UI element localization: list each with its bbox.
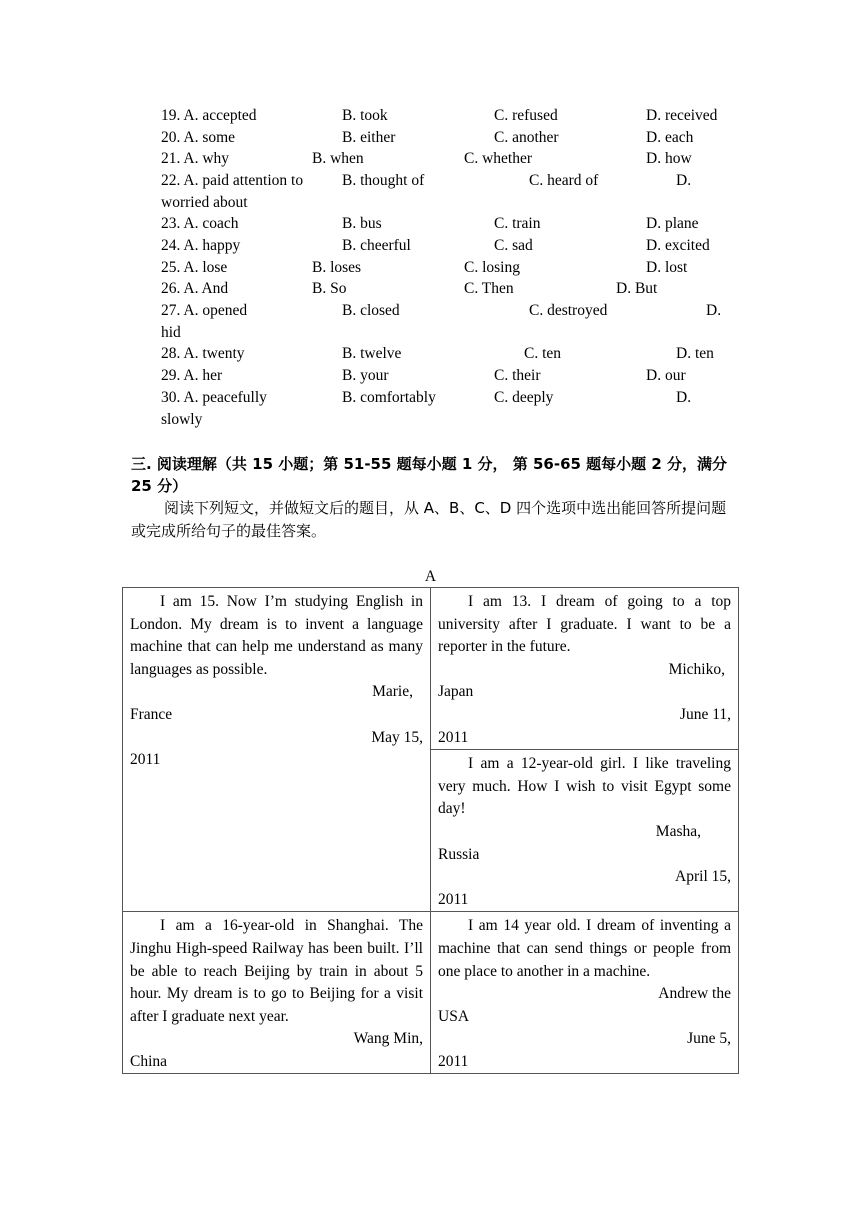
option-26a: 26. A. And <box>161 280 229 297</box>
section-instructions: 阅读下列短文，并做短文后的题目，从 A、B、C、D 四个选项中选出能回答所提问题或完成所给句子的最佳答案。 <box>131 499 727 540</box>
letter-marie <box>123 588 431 912</box>
option-30b: B. comfortably <box>342 389 436 406</box>
letter-signature: Wang Min, <box>353 1030 423 1048</box>
option-25b: B. loses <box>312 259 362 276</box>
option-21c: C. whether <box>464 150 533 167</box>
option-30c: C. deeply <box>494 389 554 406</box>
letter-text: I am 15. Now I’m studying English in London. My dream is to invent a language machine that can help me understand as many languages as possible. <box>130 593 423 678</box>
letter-signature: Andrew the <box>658 985 731 1003</box>
option-19c: C. refused <box>494 107 558 124</box>
option-29b: B. your <box>342 367 389 384</box>
letter-text: I am 13. I dream of going to a top university after I graduate. I want to be a reporter in the future. <box>438 593 731 656</box>
letter-country: Russia <box>438 845 480 863</box>
letter-year: 2011 <box>438 890 469 908</box>
letter-signature: Michiko, <box>668 660 725 678</box>
letter-year: 2011 <box>438 728 469 746</box>
option-24b: B. cheerful <box>342 237 411 254</box>
letter-country: France <box>130 705 173 723</box>
option-27d: D. <box>706 302 722 319</box>
letter-date: June 11, <box>679 705 731 723</box>
option-24d: D. excited <box>646 237 710 254</box>
letters-table <box>122 587 739 1074</box>
option-26b: B. So <box>312 280 347 297</box>
option-25a: 25. A. lose <box>161 259 228 276</box>
option-30a: 30. A. peacefully <box>161 389 267 406</box>
letter-text: I am 14 year old. I dream of inventing a machine that can send things or people from one place to another in a machine. <box>438 917 731 980</box>
option-26c: C. Then <box>464 280 514 297</box>
option-28b: B. twelve <box>342 345 402 362</box>
option-22d: D. <box>676 172 692 189</box>
letter-country: China <box>130 1052 168 1070</box>
letter-michiko <box>431 588 739 750</box>
option-30d: D. <box>676 389 692 406</box>
section-heading: 三. 阅读理解（共 15 小题；第 51-55 题每小题 1 分， 第 56-65 题每小题 2 分，满分 25 分） <box>131 455 728 495</box>
option-19b: B. took <box>342 107 388 124</box>
option-27b: B. closed <box>342 302 400 319</box>
option-23a: 23. A. coach <box>161 215 239 232</box>
letter-andrew <box>431 912 739 1074</box>
passage-label: A <box>424 568 437 585</box>
option-20a: 20. A. some <box>161 129 236 146</box>
letter-year: 2011 <box>130 751 161 769</box>
option-20c: C. another <box>494 129 559 146</box>
letter-signature: Marie, <box>372 683 413 701</box>
option-29d: D. our <box>646 367 686 384</box>
option-27a: 27. A. opened <box>161 302 248 319</box>
option-22a: 22. A. paid attention to <box>161 172 304 189</box>
letter-country: Japan <box>438 683 474 701</box>
letter-country: USA <box>438 1007 470 1025</box>
option-28d: D. ten <box>676 345 714 362</box>
letter-text: I am a 16-year-old in Shanghai. The Jinghu High-speed Railway has been built. I’ll be able to reach Beijing by train in about 5 hour. My dream is to go to Beijing for a visit after I graduate next year. <box>130 917 423 1025</box>
letter-date: June 5, <box>687 1030 731 1048</box>
option-27d-text: hid <box>161 324 181 341</box>
letter-wang-min <box>123 912 431 1074</box>
option-28c: C. ten <box>524 345 562 362</box>
option-20b: B. either <box>342 129 396 146</box>
option-26d: D. But <box>616 280 658 297</box>
letter-date: May 15, <box>371 728 423 746</box>
option-22c: C. heard of <box>529 172 599 189</box>
option-23c: C. train <box>494 215 541 232</box>
option-23d: D. plane <box>646 215 699 232</box>
option-25d: D. lost <box>646 259 688 276</box>
option-20d: D. each <box>646 129 694 146</box>
option-21a: 21. A. why <box>161 150 230 167</box>
option-21b: B. when <box>312 150 364 167</box>
option-24c: C. sad <box>494 237 533 254</box>
option-30d-text: slowly <box>161 411 203 428</box>
option-28a: 28. A. twenty <box>161 345 245 362</box>
option-19d: D. received <box>646 107 718 124</box>
letter-text: I am a 12-year-old girl. I like traveling very much. How I wish to visit Egypt some day! <box>438 755 731 818</box>
letter-date: April 15, <box>675 868 731 886</box>
option-29a: 29. A. her <box>161 367 223 384</box>
option-29c: C. their <box>494 367 541 384</box>
option-22b: B. thought of <box>342 172 425 189</box>
option-23b: B. bus <box>342 215 382 232</box>
option-24a: 24. A. happy <box>161 237 241 254</box>
letter-year: 2011 <box>438 1052 469 1070</box>
option-22d-text: worried about <box>161 194 248 211</box>
option-21d: D. how <box>646 150 692 167</box>
option-27c: C. destroyed <box>529 302 608 319</box>
option-25c: C. losing <box>464 259 520 276</box>
letter-signature: Masha, <box>655 822 701 840</box>
option-19a: 19. A. accepted <box>161 107 257 124</box>
letter-masha <box>431 750 739 912</box>
